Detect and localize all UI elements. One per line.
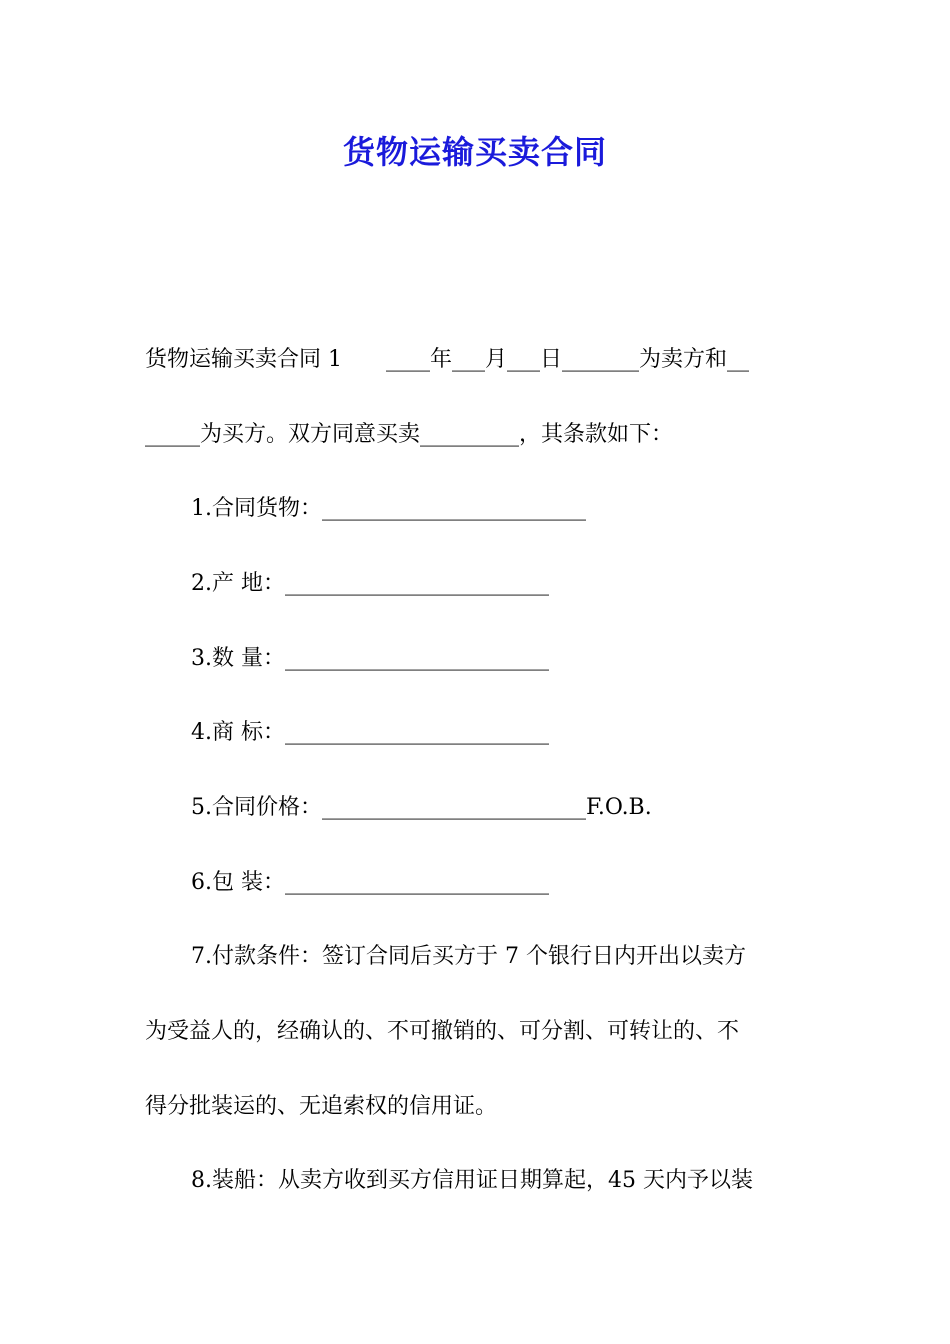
clause-quantity: 3.数 量：________________________ — [191, 646, 549, 671]
clause-price: 5.合同价格：________________________F.O.B. — [191, 795, 652, 820]
clause-shipment-line-1: 8.装船：从卖方收到买方信用证日期算起，45 天内予以装 — [191, 1168, 753, 1193]
paragraph-line-intro-1: 货物运输买卖合同 1 ____年___月___日_______为卖方和__ — [145, 347, 749, 372]
clause-trademark: 4.商 标：________________________ — [191, 720, 549, 745]
clause-goods: 1.合同货物：________________________ — [191, 496, 586, 521]
clause-payment-line-1: 7.付款条件：签订合同后买方于 7 个银行日内开出以卖方 — [191, 944, 746, 969]
clause-origin: 2.产 地：________________________ — [191, 571, 549, 596]
clause-packing: 6.包 装：________________________ — [191, 870, 549, 895]
clause-payment-line-3: 得分批装运的、无追索权的信用证。 — [145, 1094, 498, 1119]
document-title: 货物运输买卖合同 — [342, 133, 607, 171]
clause-payment-line-2: 为受益人的，经确认的、不可撤销的、可分割、可转让的、不 — [145, 1019, 740, 1044]
paragraph-line-intro-2: _____为买方。双方同意买卖_________，其条款如下： — [145, 422, 674, 447]
